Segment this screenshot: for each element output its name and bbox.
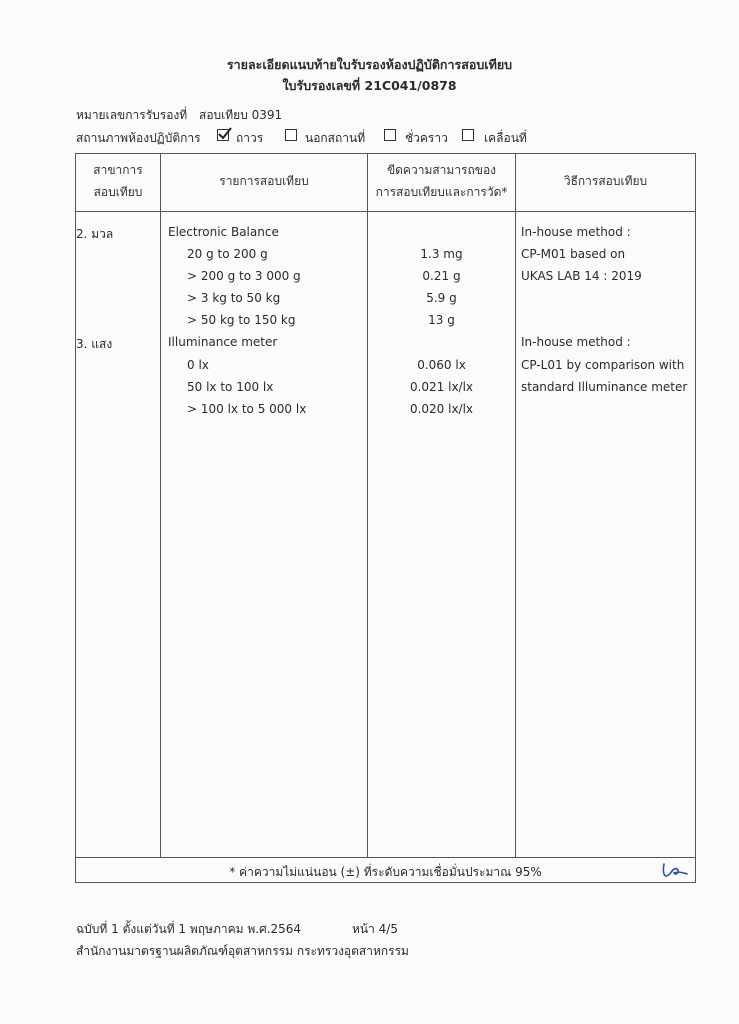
- issue-info: ฉบับที่ 1 ตั้งแต่วันที่ 1 พฤษภาคม พ.ศ.2564: [76, 922, 302, 936]
- method-light-line2: CP-L01 by comparison with: [521, 358, 685, 372]
- range-item: 0 lx: [187, 358, 209, 372]
- method-light-line1: In-house method :: [521, 335, 631, 349]
- uncertainty-footnote: * ค่าความไม่แน่นอน (±) ที่ระดับความเชื่อมั่นประมาณ 95%: [229, 865, 542, 879]
- method-light-line3: standard Illuminance meter: [521, 380, 688, 394]
- method-mass-line2: CP-M01 based on: [521, 247, 626, 261]
- cmc-value: 0.020 lx/lx: [409, 402, 474, 416]
- certificate-number: ใบรับรองเลขที่ 21C041/0878: [282, 78, 457, 93]
- method-mass-line1: In-house method :: [521, 225, 631, 239]
- cmc-value: 1.3 mg: [420, 247, 463, 261]
- option-label-mobile: เคลื่อนที่: [484, 131, 527, 145]
- option-label-onsite: นอกสถานที่: [305, 131, 366, 145]
- accreditation-value: สอบเทียบ 0391: [199, 108, 283, 122]
- header-method: วิธีการสอบเทียบ: [563, 174, 648, 188]
- option-label-permanent: ถาวร: [236, 131, 264, 145]
- cmc-value: 0.021 lx/lx: [409, 380, 474, 394]
- item-electronic-balance: Electronic Balance: [168, 225, 279, 239]
- range-item: 50 lx to 100 lx: [187, 380, 274, 394]
- checkbox-permanent[interactable]: [217, 129, 229, 141]
- range-item: 20 g to 200 g: [187, 247, 268, 261]
- cmc-value: 5.9 g: [426, 291, 457, 305]
- accreditation-label: หมายเลขการรับรองที่: [76, 108, 188, 122]
- cmc-value: 0.21 g: [422, 269, 461, 283]
- header-field: สาขาการ สอบเทียบ: [93, 163, 143, 199]
- range-item: > 50 kg to 150 kg: [187, 313, 296, 327]
- signature-initials-icon: [660, 860, 690, 880]
- checkbox-mobile[interactable]: [462, 129, 474, 141]
- checkbox-temporary[interactable]: [384, 129, 396, 141]
- range-item: > 200 g to 3 000 g: [187, 269, 301, 283]
- range-item: > 3 kg to 50 kg: [187, 291, 281, 305]
- page-number: หน้า 4/5: [352, 922, 398, 936]
- item-illuminance-meter: Illuminance meter: [168, 335, 278, 349]
- checkbox-onsite[interactable]: [285, 129, 297, 141]
- option-label-temporary: ชั่วคราว: [405, 131, 448, 145]
- range-item: > 100 lx to 5 000 lx: [187, 402, 307, 416]
- header-cmc: ขีดความสามารถของ การสอบเทียบและการวัด*: [375, 163, 508, 199]
- cmc-value: 0.060 lx: [417, 358, 466, 372]
- method-mass-line3: UKAS LAB 14 : 2019: [521, 269, 642, 283]
- header-item: รายการสอบเทียบ: [219, 174, 309, 188]
- cmc-value: 13 g: [428, 313, 455, 327]
- agency-name: สำนักงานมาตรฐานผลิตภัณฑ์อุตสาหกรรม กระทรวงอุตสาหกรรม: [76, 944, 409, 958]
- checkmark-icon: [217, 126, 233, 142]
- field-mass: 2. มวล: [76, 227, 114, 241]
- page-title: รายละเอียดแนบท้ายใบรับรองห้องปฏิบัติการสอบเทียบ: [226, 57, 513, 72]
- status-label: สถานภาพห้องปฏิบัติการ: [76, 131, 201, 145]
- field-light: 3. แสง: [76, 337, 113, 351]
